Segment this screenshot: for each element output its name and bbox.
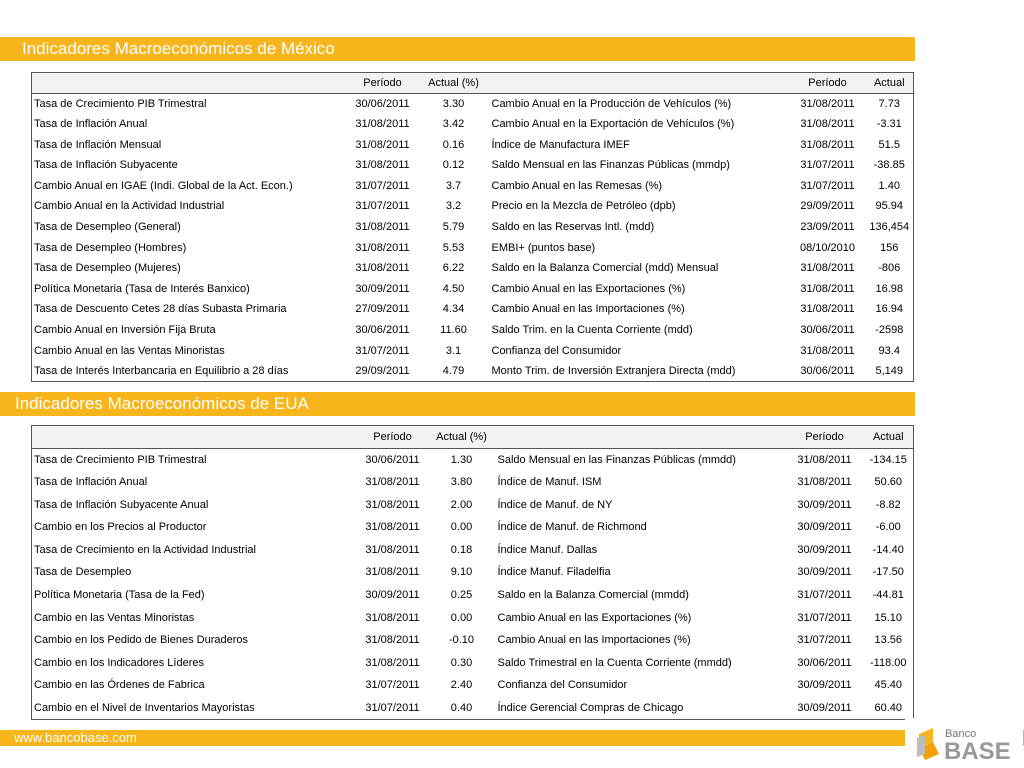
table-row bbox=[32, 561, 914, 584]
indicator-name: Índice de Manuf. ISM bbox=[497, 475, 602, 488]
indicator-name: Cambio en las Órdenes de Fabrica bbox=[32, 674, 358, 697]
indicator-value: -6.00 bbox=[864, 516, 914, 539]
indicator-name: Cambio Anual en la Actividad Industrial bbox=[32, 196, 348, 217]
header-blank-right bbox=[496, 426, 786, 449]
indicator-name: Cambio Anual en las Importaciones (%) bbox=[497, 634, 691, 647]
indicator-period: 31/07/2011 bbox=[797, 611, 852, 624]
indicator-name: Índice de Manuf. de Richmond bbox=[497, 521, 647, 534]
indicator-value: 16.94 bbox=[866, 299, 914, 320]
indicator-name: Tasa de Desempleo (Mujeres) bbox=[32, 258, 348, 279]
indicator-value: 3.1 bbox=[445, 344, 462, 357]
header-left-actual: Actual (%) bbox=[418, 73, 490, 94]
header-right-actual: Actual bbox=[864, 426, 914, 449]
indicator-period: 31/07/2011 bbox=[355, 200, 410, 213]
indicator-name: Saldo Trim. en la Cuenta Corriente (mdd) bbox=[491, 323, 693, 336]
table-row bbox=[32, 471, 914, 494]
header-right-period: Período bbox=[786, 426, 864, 449]
indicator-name: Saldo Trimestral en la Cuenta Corriente (mmdd) bbox=[497, 656, 732, 669]
indicator-value: 0.12 bbox=[442, 159, 465, 172]
table-header-row bbox=[32, 73, 914, 94]
indicator-value: 60.40 bbox=[864, 697, 914, 720]
table-row bbox=[32, 697, 914, 720]
indicator-name: Tasa de Inflación Subyacente Anual bbox=[32, 493, 358, 516]
banco-base-logo-icon bbox=[913, 724, 943, 762]
table-row bbox=[32, 629, 914, 652]
indicator-name: Tasa de Inflación Subyacente bbox=[32, 155, 348, 176]
indicator-period: 30/06/2011 bbox=[790, 361, 866, 382]
table-row bbox=[32, 340, 914, 361]
indicator-value: 5,149 bbox=[866, 361, 914, 382]
table-row bbox=[32, 93, 914, 114]
indicator-value: -806 bbox=[866, 258, 914, 279]
table-row bbox=[32, 448, 914, 471]
indicator-value: 0.25 bbox=[450, 588, 473, 601]
indicator-value: -38.85 bbox=[866, 155, 914, 176]
indicator-period: 31/08/2011 bbox=[800, 117, 855, 130]
indicator-name: Saldo en la Balanza Comercial (mdd) Mensual bbox=[491, 262, 719, 275]
indicator-name: Confianza del Consumidor bbox=[491, 344, 622, 357]
indicator-period: 31/07/2011 bbox=[365, 679, 420, 692]
indicator-value: 4.34 bbox=[442, 303, 465, 316]
indicator-name: Saldo Mensual en las Finanzas Públicas (mmdd) bbox=[497, 453, 736, 466]
header-left-period: Período bbox=[348, 73, 418, 94]
table-row bbox=[32, 651, 914, 674]
indicator-name: Tasa de Inflación Mensual bbox=[32, 134, 348, 155]
indicator-value: -0.10 bbox=[448, 634, 475, 647]
indicator-name: Política Monetaria (Tasa de la Fed) bbox=[32, 584, 358, 607]
indicator-value: 0.40 bbox=[428, 697, 496, 720]
indicator-value: 3.42 bbox=[442, 117, 465, 130]
indicator-value: 7.73 bbox=[866, 93, 914, 114]
table-row bbox=[32, 320, 914, 341]
table-row bbox=[32, 606, 914, 629]
table-row bbox=[32, 217, 914, 238]
indicator-value: 9.10 bbox=[450, 566, 473, 579]
indicator-period: 31/08/2011 bbox=[800, 97, 855, 110]
indicator-name: Política Monetaria (Tasa de Interés Banxico) bbox=[32, 278, 348, 299]
indicator-value: 5.53 bbox=[442, 241, 465, 254]
indicator-period: 31/08/2011 bbox=[365, 566, 420, 579]
indicator-name: Saldo Mensual en las Finanzas Públicas (mmdp) bbox=[491, 159, 730, 172]
indicator-name: Índice de Manuf. de NY bbox=[497, 498, 613, 511]
table-row bbox=[32, 299, 914, 320]
mexico-indicators-table bbox=[31, 72, 914, 382]
indicator-period: 31/07/2011 bbox=[358, 697, 428, 720]
indicator-name: Cambio Anual en las Importaciones (%) bbox=[491, 303, 685, 316]
indicator-period: 30/09/2011 bbox=[355, 282, 410, 295]
indicator-value: -2598 bbox=[866, 320, 914, 341]
indicator-name: Tasa de Crecimiento en la Actividad Industrial bbox=[32, 538, 358, 561]
indicator-period: 31/07/2011 bbox=[355, 179, 410, 192]
indicator-period: 31/08/2011 bbox=[355, 241, 410, 254]
indicator-period: 31/08/2011 bbox=[365, 498, 420, 511]
indicator-period: 31/07/2011 bbox=[800, 179, 855, 192]
indicator-name: Saldo en las Reservas Intl. (mdd) bbox=[491, 220, 655, 233]
indicator-name: Cambio en los Precios al Productor bbox=[32, 516, 358, 539]
mexico-table-body bbox=[32, 73, 914, 382]
indicator-name: Cambio Anual en las Exportaciones (%) bbox=[497, 611, 692, 624]
footer-website-link[interactable]: www.bancobase.com bbox=[14, 730, 137, 745]
table-row bbox=[32, 516, 914, 539]
indicator-name: Cambio en el Nivel de Inventarios Mayoristas bbox=[32, 697, 358, 720]
table-row bbox=[32, 493, 914, 516]
indicator-value: 3.80 bbox=[450, 475, 473, 488]
indicator-period: 31/08/2011 bbox=[797, 453, 852, 466]
header-left-period: Período bbox=[358, 426, 428, 449]
indicator-period: 31/07/2011 bbox=[797, 588, 852, 601]
table-row bbox=[32, 278, 914, 299]
logo-text-banco: Banco bbox=[945, 728, 977, 740]
indicator-value: -17.50 bbox=[864, 561, 914, 584]
table-row bbox=[32, 674, 914, 697]
indicator-value: 0.00 bbox=[450, 611, 473, 624]
indicator-period: 30/09/2011 bbox=[786, 697, 864, 720]
indicator-name: Cambio Anual en las Remesas (%) bbox=[491, 179, 663, 192]
indicator-period: 31/08/2011 bbox=[365, 656, 420, 669]
indicator-name: Índice Manuf. Dallas bbox=[497, 543, 598, 556]
table-row bbox=[32, 114, 914, 135]
indicator-value: 0.16 bbox=[442, 138, 465, 151]
indicator-value: 11.60 bbox=[440, 323, 467, 336]
indicator-name: Tasa de Descuento Cetes 28 días Subasta Primaria bbox=[32, 299, 348, 320]
indicator-name: Cambio en los Indicadores Líderes bbox=[32, 651, 358, 674]
header-right-actual: Actual bbox=[866, 73, 914, 94]
indicator-value: -44.81 bbox=[864, 584, 914, 607]
indicator-value: 50.60 bbox=[864, 471, 914, 494]
table-row bbox=[32, 258, 914, 279]
indicator-value: 5.79 bbox=[442, 220, 465, 233]
indicator-name: Tasa de Crecimiento PIB Trimestral bbox=[32, 448, 358, 471]
indicator-value: 6.22 bbox=[442, 262, 465, 275]
indicator-value: 156 bbox=[866, 237, 914, 258]
table-row bbox=[32, 134, 914, 155]
indicator-period: 29/09/2011 bbox=[800, 200, 855, 213]
logo-text-base: BASE bbox=[944, 738, 1011, 765]
footer-bar bbox=[0, 730, 1024, 746]
indicator-name: Tasa de Desempleo bbox=[32, 561, 358, 584]
indicator-period: 30/06/2011 bbox=[797, 656, 852, 669]
indicator-period: 31/07/2011 bbox=[355, 344, 410, 357]
indicator-period: 30/09/2011 bbox=[797, 543, 852, 556]
mexico-section-title: Indicadores Macroeconómicos de México bbox=[0, 37, 915, 61]
indicator-period: 31/08/2011 bbox=[365, 521, 420, 534]
header-blank-left bbox=[32, 73, 348, 94]
indicator-value: 136,454 bbox=[866, 217, 914, 238]
indicator-name: Saldo en la Balanza Comercial (mmdd) bbox=[497, 588, 689, 601]
indicator-period: 30/06/2011 bbox=[365, 453, 420, 466]
indicator-name: EMBI+ (puntos base) bbox=[491, 241, 596, 254]
indicator-period: 31/07/2011 bbox=[797, 634, 852, 647]
indicator-value: -14.40 bbox=[864, 538, 914, 561]
table-header-row bbox=[32, 426, 914, 449]
indicator-name: Monto Trim. de Inversión Extranjera Directa (mdd) bbox=[490, 361, 790, 382]
indicator-value: 13.56 bbox=[864, 629, 914, 652]
indicator-name: Índice Manuf. Filadelfia bbox=[497, 566, 611, 579]
indicator-value: 0.18 bbox=[450, 543, 473, 556]
indicator-value: 2.40 bbox=[450, 679, 473, 692]
indicator-period: 30/09/2011 bbox=[797, 566, 852, 579]
indicator-value: 1.40 bbox=[866, 175, 914, 196]
indicator-period: 27/09/2011 bbox=[355, 303, 410, 316]
table-row bbox=[32, 361, 914, 382]
table-row bbox=[32, 538, 914, 561]
indicator-name: Índice Gerencial Compras de Chicago bbox=[496, 697, 786, 720]
indicator-value: -8.82 bbox=[864, 493, 914, 516]
indicator-name: Cambio Anual en IGAE (Indi. Global de la Act. Econ.) bbox=[32, 175, 348, 196]
indicator-value: -134.15 bbox=[864, 448, 914, 471]
indicator-period: 31/08/2011 bbox=[365, 634, 420, 647]
table-row bbox=[32, 237, 914, 258]
indicator-name: Cambio en las Ventas Minoristas bbox=[32, 606, 358, 629]
indicator-period: 29/09/2011 bbox=[348, 361, 418, 382]
header-blank-left bbox=[32, 426, 358, 449]
indicator-period: 08/10/2010 bbox=[799, 241, 856, 254]
indicator-name: Cambio Anual en las Ventas Minoristas bbox=[32, 340, 348, 361]
indicator-name: Tasa de Interés Interbancaria en Equilibrio a 28 días bbox=[32, 361, 348, 382]
indicator-period: 31/08/2011 bbox=[355, 159, 410, 172]
indicator-name: Tasa de Crecimiento PIB Trimestral bbox=[32, 93, 348, 114]
indicator-name: Tasa de Inflación Anual bbox=[32, 114, 348, 135]
indicator-name: Tasa de Inflación Anual bbox=[32, 471, 358, 494]
usa-section-title: Indicadores Macroeconómicos de EUA bbox=[0, 392, 915, 416]
indicator-value: -3.31 bbox=[866, 114, 914, 135]
indicator-value: 51.5 bbox=[866, 134, 914, 155]
indicator-name: Tasa de Desempleo (General) bbox=[32, 217, 348, 238]
indicator-period: 31/08/2011 bbox=[797, 475, 852, 488]
indicator-period: 31/08/2011 bbox=[800, 138, 855, 151]
indicator-name: Cambio Anual en Inversión Fija Bruta bbox=[32, 320, 348, 341]
indicator-value: 0.00 bbox=[450, 521, 473, 534]
indicator-period: 31/08/2011 bbox=[800, 344, 855, 357]
header-left-actual: Actual (%) bbox=[428, 426, 496, 449]
indicator-period: 31/08/2011 bbox=[355, 138, 410, 151]
indicator-period: 30/06/2011 bbox=[355, 323, 410, 336]
usa-indicators-table bbox=[31, 425, 914, 720]
indicator-period: 30/09/2011 bbox=[797, 498, 852, 511]
indicator-period: 31/08/2011 bbox=[355, 262, 410, 275]
indicator-period: 31/07/2011 bbox=[800, 159, 855, 172]
indicator-period: 30/09/2011 bbox=[797, 679, 852, 692]
indicator-period: 31/08/2011 bbox=[800, 303, 855, 316]
indicator-name: Cambio en los Pedido de Bienes Duraderos bbox=[32, 629, 358, 652]
indicator-value: 4.79 bbox=[418, 361, 490, 382]
indicator-period: 31/08/2011 bbox=[355, 117, 410, 130]
indicator-value: 15.10 bbox=[864, 606, 914, 629]
indicator-period: 30/09/2011 bbox=[365, 588, 420, 601]
indicator-value: 2.00 bbox=[450, 498, 473, 511]
indicator-period: 30/06/2011 bbox=[800, 323, 855, 336]
header-right-period: Período bbox=[790, 73, 866, 94]
indicator-period: 31/08/2011 bbox=[365, 543, 420, 556]
indicator-value: 1.30 bbox=[450, 453, 473, 466]
indicator-name: Cambio Anual en la Exportación de Vehículos (%) bbox=[491, 117, 735, 130]
indicator-value: 93.4 bbox=[866, 340, 914, 361]
indicator-period: 30/06/2011 bbox=[355, 97, 410, 110]
banco-base-logo bbox=[905, 718, 1023, 768]
header-blank-right bbox=[490, 73, 790, 94]
indicator-period: 31/08/2011 bbox=[365, 611, 420, 624]
indicator-name: Cambio Anual en las Exportaciones (%) bbox=[491, 282, 686, 295]
indicator-name: Cambio Anual en la Producción de Vehículos (%) bbox=[491, 97, 732, 110]
indicator-value: 3.2 bbox=[445, 200, 462, 213]
indicator-period: 31/08/2011 bbox=[365, 475, 420, 488]
table-row bbox=[32, 155, 914, 176]
indicator-value: 3.30 bbox=[442, 97, 465, 110]
indicator-value: 45.40 bbox=[864, 674, 914, 697]
indicator-name: Precio en la Mezcla de Petróleo (dpb) bbox=[491, 200, 676, 213]
indicator-value: 4.50 bbox=[442, 282, 465, 295]
table-row bbox=[32, 584, 914, 607]
indicator-value: 0.30 bbox=[450, 656, 473, 669]
indicator-value: -118.00 bbox=[864, 651, 914, 674]
table-row bbox=[32, 196, 914, 217]
indicator-period: 31/08/2011 bbox=[355, 220, 410, 233]
indicator-period: 23/09/2011 bbox=[800, 220, 855, 233]
indicator-period: 31/08/2011 bbox=[800, 282, 855, 295]
table-row bbox=[32, 175, 914, 196]
indicator-period: 30/09/2011 bbox=[797, 521, 852, 534]
indicator-value: 3.7 bbox=[445, 179, 462, 192]
usa-table-body bbox=[32, 426, 914, 720]
indicator-period: 31/08/2011 bbox=[800, 262, 855, 275]
indicator-name: Tasa de Desempleo (Hombres) bbox=[32, 237, 348, 258]
indicator-name: Confianza del Consumidor bbox=[497, 679, 628, 692]
indicator-value: 95.94 bbox=[866, 196, 914, 217]
indicator-name: Índice de Manufactura IMEF bbox=[491, 138, 630, 151]
indicator-value: 16.98 bbox=[866, 278, 914, 299]
